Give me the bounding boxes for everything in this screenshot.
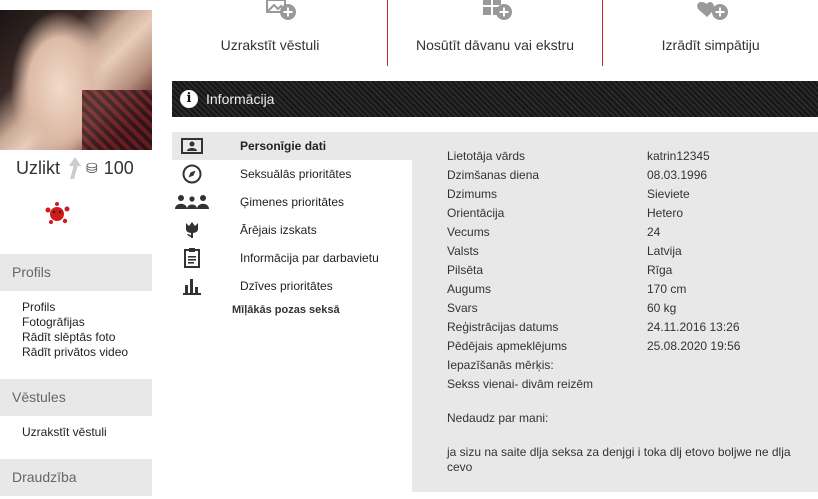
detail-row bbox=[447, 301, 807, 320]
detail-row bbox=[447, 244, 807, 263]
detail-key: Lietotāja vārds bbox=[447, 149, 526, 163]
tab-label: Ārējais izskats bbox=[240, 223, 317, 237]
tab-personal-data[interactable] bbox=[172, 132, 412, 160]
sidebar-link-write-letter[interactable]: Uzrakstīt vēstuli bbox=[22, 425, 107, 439]
detail-key: Dzimšanas diena bbox=[447, 168, 540, 182]
about-text: ja sizu na saite dlja seksa za denjgi i toka dlj etovo boljwe ne dlja cevo bbox=[447, 445, 791, 474]
tab-family-priorities[interactable] bbox=[172, 188, 412, 216]
detail-row bbox=[447, 339, 807, 358]
flower-icon bbox=[184, 221, 200, 239]
detail-key: Vecums bbox=[447, 225, 490, 239]
sidebar-section-draudziba: Draudzība bbox=[0, 459, 152, 496]
coins-icon: ⛁ bbox=[86, 159, 98, 176]
write-letter-button[interactable] bbox=[172, 0, 387, 66]
action-bar bbox=[172, 0, 818, 66]
tab-appearance[interactable] bbox=[172, 216, 412, 244]
detail-row bbox=[447, 225, 807, 244]
detail-row bbox=[447, 282, 807, 301]
detail-value: Sieviete bbox=[647, 187, 690, 201]
send-gift-label: Nosūtīt dāvanu vai ekstru bbox=[416, 37, 574, 53]
sidebar-section-profils: Profils bbox=[0, 254, 152, 291]
show-sympathy-button[interactable] bbox=[602, 0, 818, 66]
coins-value: 100 bbox=[103, 157, 134, 178]
details-panel bbox=[412, 132, 818, 492]
detail-value: 24 bbox=[647, 225, 661, 239]
sidebar-links-profils bbox=[22, 300, 128, 360]
detail-value: Latvija bbox=[647, 244, 682, 258]
upload-arrow-icon[interactable] bbox=[66, 157, 80, 179]
details-rows bbox=[447, 149, 807, 358]
detail-value: Hetero bbox=[647, 206, 684, 220]
detail-key: Orientācija bbox=[447, 206, 505, 220]
left-column bbox=[0, 0, 152, 499]
detail-key: Reģistrācijas datums bbox=[447, 320, 559, 334]
detail-value: Rīga bbox=[647, 263, 673, 277]
tab-work-info[interactable] bbox=[172, 244, 412, 272]
detail-key: Svars bbox=[447, 301, 478, 315]
info-header-title: Informācija bbox=[206, 91, 275, 107]
detail-key: Pilsēta bbox=[447, 263, 484, 277]
sidebar-link-photos[interactable]: Fotogrāfijas bbox=[22, 315, 85, 329]
detail-key: Valsts bbox=[447, 244, 479, 258]
detail-value: katrin12345 bbox=[647, 149, 710, 163]
id-card-icon bbox=[181, 138, 203, 154]
tab-label: Personīgie dati bbox=[240, 139, 327, 153]
tab-life-priorities[interactable] bbox=[172, 272, 412, 300]
clipboard-icon bbox=[184, 248, 200, 268]
info-header-bar bbox=[172, 81, 818, 117]
detail-row bbox=[447, 168, 807, 187]
tab-label: Ģimenes prioritātes bbox=[240, 195, 345, 209]
detail-row bbox=[447, 149, 807, 168]
tab-favorite-positions[interactable]: Mīļākās pozas seksā bbox=[232, 304, 340, 316]
detail-value: 08.03.1996 bbox=[647, 168, 708, 182]
goal-value: Sekss vienai- divām reizēm bbox=[447, 377, 594, 391]
profile-photo[interactable] bbox=[0, 10, 152, 150]
gift-add-icon bbox=[477, 0, 513, 24]
sidebar-link-hidden-photos[interactable]: Rādīt slēptās foto bbox=[22, 330, 116, 344]
write-letter-label: Uzrakstīt vēstuli bbox=[220, 37, 320, 53]
family-icon bbox=[175, 194, 209, 210]
detail-key: Dzimums bbox=[447, 187, 497, 201]
detail-key: Augums bbox=[447, 282, 492, 296]
info-tabs bbox=[172, 132, 412, 316]
detail-row bbox=[447, 320, 807, 339]
detail-key: Pēdējais apmeklējums bbox=[447, 339, 568, 353]
show-sympathy-label: Izrādīt simpātiju bbox=[661, 37, 760, 53]
heart-add-icon bbox=[693, 0, 729, 24]
splat-badge-icon bbox=[42, 200, 72, 226]
detail-value: 24.11.2016 13:26 bbox=[647, 320, 740, 334]
detail-value: 170 cm bbox=[647, 282, 687, 296]
detail-row bbox=[447, 187, 807, 206]
tab-sexual-priorities[interactable] bbox=[172, 160, 412, 188]
sidebar-links-vestules bbox=[22, 425, 107, 440]
compass-icon bbox=[182, 164, 202, 184]
sidebar-section-vestules: Vēstules bbox=[0, 379, 152, 416]
sidebar-link-private-videos[interactable]: Rādīt privātos video bbox=[22, 345, 129, 359]
upload-row bbox=[16, 155, 134, 181]
detail-row bbox=[447, 206, 807, 225]
tab-label: Informācija par darbavietu bbox=[240, 251, 379, 265]
upload-label[interactable]: Uzlikt bbox=[16, 157, 60, 178]
sidebar-link-profils[interactable]: Profils bbox=[22, 300, 56, 314]
detail-value: 60 kg bbox=[647, 301, 677, 315]
about-label: Nedaudz par mani: bbox=[447, 411, 549, 425]
goal-label: Iepazīšanās mērķis: bbox=[447, 358, 554, 372]
tab-label: Seksuālās prioritātes bbox=[240, 167, 352, 181]
tab-label: Dzīves prioritātes bbox=[240, 279, 333, 293]
info-icon: i bbox=[180, 90, 198, 108]
detail-row bbox=[447, 263, 807, 282]
photo-fabric bbox=[82, 90, 152, 150]
bar-chart-icon bbox=[182, 277, 202, 295]
image-add-icon bbox=[261, 0, 297, 24]
detail-value: 25.08.2020 19:56 bbox=[647, 339, 741, 353]
send-gift-button[interactable] bbox=[387, 0, 603, 66]
